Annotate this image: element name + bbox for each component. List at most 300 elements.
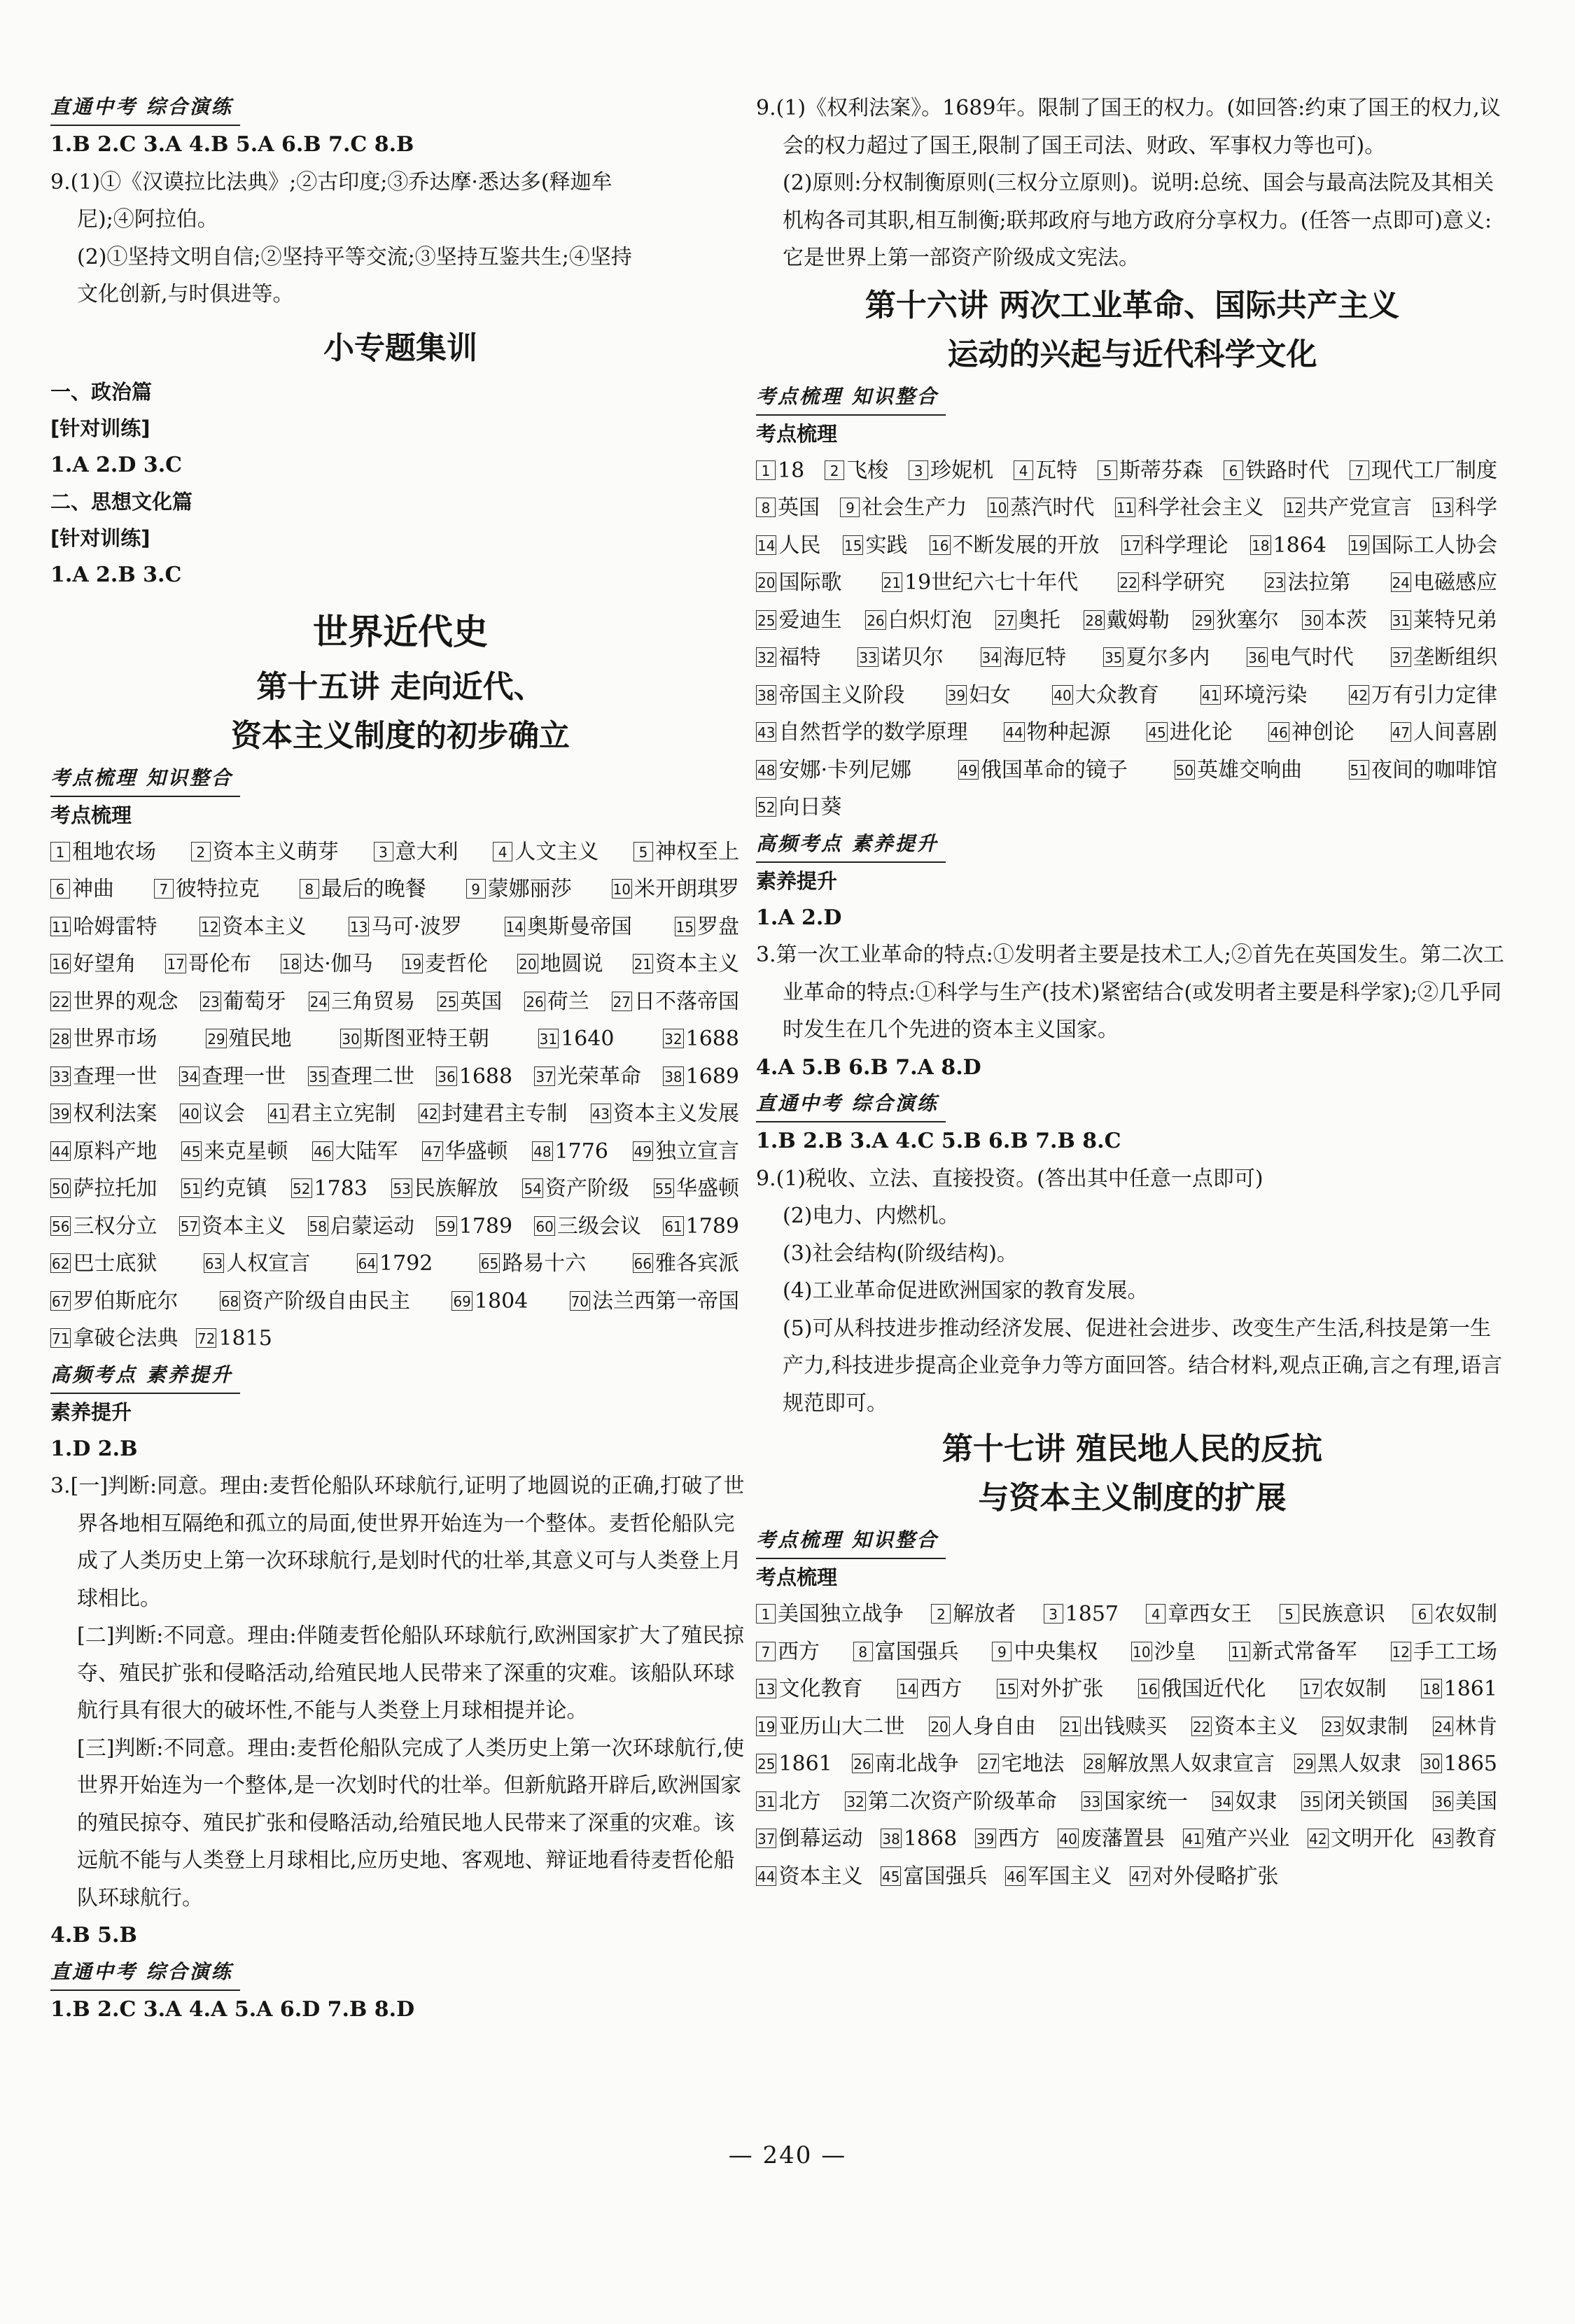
numbered-answer-item	[538, 1020, 615, 1058]
numbered-answer-item	[756, 1745, 832, 1783]
item-number-box: 11	[1115, 498, 1135, 517]
item-number-box: 69	[451, 1291, 472, 1311]
item-number-box: 9	[992, 1642, 1011, 1661]
numbered-answer-grid	[756, 452, 1508, 826]
item-number-box: 52	[756, 797, 776, 817]
item-number-box: 9	[466, 879, 486, 899]
item-answer-text: 启蒙运动	[330, 1213, 414, 1239]
numbered-answer-item	[154, 871, 260, 908]
lecture-title-line: 与资本主义制度的扩展	[978, 1480, 1287, 1516]
numbered-answer-item	[756, 564, 841, 602]
numbered-answer-item	[1146, 1596, 1252, 1633]
numbered-answer-item	[1268, 714, 1354, 752]
item-number-box: 37	[1391, 647, 1411, 667]
item-answer-text: 国家统一	[1104, 1789, 1189, 1814]
numbered-answer-item	[858, 639, 943, 677]
item-number-box: 15	[997, 1679, 1017, 1698]
item-answer-text: 雅各宾派	[655, 1251, 739, 1276]
item-answer-text: 亚历山大二世	[778, 1714, 905, 1739]
item-number-box: 28	[1084, 1754, 1105, 1773]
item-answer-text: 农奴制	[1434, 1602, 1497, 1626]
item-number-box: 40	[1058, 1829, 1078, 1848]
answer-paragraph: 9.(1)《权利法案》。1689年。限制了国王的权力。(如回答:约束了国王的权力,议会的权力超过了国王,限制了国王司法、财政、军事权力等也可)。	[756, 96, 1501, 158]
item-number-box: 30	[1421, 1754, 1441, 1773]
numbered-answer-item	[633, 945, 739, 983]
numbered-answer-item	[466, 871, 572, 908]
item-answer-text: 大众教育	[1074, 682, 1159, 707]
item-number-box: 49	[958, 760, 979, 780]
numbered-answer-item	[419, 1095, 567, 1133]
item-number-box: 48	[532, 1141, 552, 1161]
item-number-box: 35	[308, 1066, 328, 1086]
item-number-box: 18	[1421, 1679, 1441, 1698]
numbered-answer-item	[1191, 1708, 1298, 1746]
item-number-box: 50	[1175, 760, 1195, 780]
numbered-answer-item	[300, 871, 426, 908]
item-number-box: 42	[419, 1104, 439, 1123]
item-answer-text: 奴隶制	[1345, 1714, 1408, 1739]
item-number-box: 52	[291, 1178, 312, 1198]
item-answer-text: 资产阶级自由民主	[242, 1288, 411, 1314]
item-number-box: 39	[975, 1829, 995, 1848]
item-answer-text: 拿破仑法典	[73, 1326, 178, 1351]
numbered-answer-item	[570, 1283, 739, 1321]
item-number-box: 53	[391, 1178, 412, 1198]
numbered-answer-item	[391, 1170, 498, 1208]
item-answer-text: 资本主义萌芽	[212, 839, 339, 864]
numbered-answer-item	[1175, 752, 1302, 789]
answer-line: 1.A 2.B 3.C	[50, 563, 182, 587]
item-answer-text: 对外扩张	[1019, 1677, 1104, 1701]
numbered-answer-item	[1005, 1858, 1112, 1896]
numbered-answer-item	[436, 1058, 512, 1096]
item-number-box: 33	[1082, 1791, 1102, 1811]
item-number-box: 23	[200, 992, 220, 1011]
numbered-answer-item	[50, 1058, 157, 1096]
item-number-box: 44	[756, 1866, 776, 1886]
item-answer-text: 林肯	[1455, 1714, 1498, 1739]
item-number-box: 72	[196, 1328, 216, 1348]
item-answer-text: 萨拉托加	[73, 1176, 158, 1201]
numbered-answer-item	[517, 945, 603, 983]
numbered-answer-item	[1130, 1858, 1278, 1896]
item-number-box: 19	[402, 954, 423, 973]
item-number-box: 55	[654, 1178, 674, 1198]
item-number-box: 54	[522, 1178, 542, 1198]
item-number-box: 21	[882, 572, 902, 592]
numbered-answer-item	[1004, 714, 1110, 752]
item-answer-text: 美国	[1455, 1789, 1498, 1814]
numbered-answer-item	[882, 564, 1079, 602]
item-answer-text: 倒幕运动	[778, 1826, 863, 1851]
numbered-answer-item	[220, 1283, 410, 1321]
numbered-answer-item	[1391, 714, 1497, 752]
numbered-answer-item	[853, 1633, 959, 1671]
item-number-box: 19	[756, 1717, 776, 1736]
item-answer-text: 蒙娜丽莎	[487, 877, 572, 901]
numbered-answer-item	[1229, 1633, 1357, 1671]
numbered-answer-item	[1322, 1708, 1408, 1746]
item-answer-text: 英雄交响曲	[1197, 757, 1302, 782]
numbered-answer-item	[479, 1245, 586, 1283]
section-label-gaopin: 高频考点 素养提升	[50, 1358, 240, 1394]
item-answer-text: 向日葵	[778, 795, 842, 819]
section-label-zhitong: 直通中考 综合演练	[50, 1955, 240, 1991]
item-answer-text: 北方	[778, 1789, 821, 1814]
item-answer-text: 世界市场	[73, 1027, 158, 1051]
answer-paragraph: [二]判断:不同意。理由:伴随麦哲伦船队环球航行,欧洲国家扩大了殖民掠夺、殖民扩张和侵略活动,给殖民地人民带来了深重的灾难。该船队环球航行具有很大的破坏性,不能与人类登上月球相提并论。	[77, 1624, 745, 1723]
item-answer-text: 神创论	[1291, 720, 1354, 745]
answer-line: 1.D 2.B	[50, 1436, 138, 1461]
item-number-box: 46	[1268, 722, 1289, 742]
item-number-box: 11	[1229, 1642, 1250, 1661]
numbered-answer-item	[200, 908, 306, 946]
item-number-box: 33	[858, 647, 878, 667]
answer-paragraph: 3.第一次工业革命的特点:①发明者主要是技术工人;②首先在英国发生。第二次工业革命的特点:①科学与生产(技术)紧密结合(或发明者主要是科学家);②几乎同时发生在几个先进的资本主义国家。	[756, 943, 1504, 1042]
numbered-answer-item	[181, 1170, 267, 1208]
numbered-answer-item	[633, 1245, 739, 1283]
item-number-box: 64	[357, 1253, 377, 1273]
item-number-box: 38	[663, 1066, 683, 1086]
numbered-answer-item	[204, 1245, 310, 1283]
numbered-answer-item	[1098, 452, 1203, 490]
item-answer-text: 1857	[1065, 1602, 1119, 1626]
section-label-kaodian: 考点梳理 知识整合	[756, 379, 946, 416]
item-number-box: 32	[663, 1029, 683, 1048]
section-label-gaopin: 高频考点 素养提升	[756, 826, 946, 863]
item-number-box: 48	[756, 760, 776, 780]
item-number-box: 43	[1433, 1829, 1453, 1848]
item-answer-text: 法拉第	[1287, 570, 1351, 595]
item-answer-text: 达·伽马	[303, 952, 373, 976]
numbered-answer-item	[992, 1633, 1098, 1671]
numbered-answer-item	[663, 1208, 739, 1246]
numbered-answer-item	[206, 1020, 291, 1058]
item-answer-text: 1789	[685, 1213, 739, 1239]
item-answer-text: 现代工厂制度	[1371, 458, 1497, 483]
item-number-box: 14	[897, 1679, 918, 1698]
lecture-title-line: 第十七讲 殖民地人民的反抗	[941, 1431, 1323, 1467]
numbered-answer-item	[1212, 1783, 1277, 1821]
item-answer-text: 白炽灯泡	[888, 607, 972, 633]
item-answer-text: 西方	[778, 1639, 820, 1664]
item-answer-text: 米开朗琪罗	[634, 877, 740, 901]
item-answer-text: 人权宣言	[226, 1251, 311, 1276]
item-answer-text: 西方	[997, 1826, 1040, 1851]
numbered-answer-item	[988, 489, 1094, 527]
item-answer-text: 资本主义	[222, 914, 307, 939]
numbered-answer-item	[931, 1596, 1016, 1633]
numbered-answer-item	[340, 1020, 489, 1058]
item-number-box: 42	[1349, 685, 1369, 705]
numbered-answer-item	[1118, 564, 1224, 602]
item-answer-text: 奴隶	[1235, 1789, 1278, 1814]
subsection-title: 考点梳理	[756, 1565, 838, 1589]
numbered-answer-item	[50, 1095, 157, 1133]
item-answer-text: 民族意识	[1301, 1602, 1385, 1626]
item-number-box: 16	[50, 954, 71, 973]
numbered-answer-item	[881, 1858, 987, 1896]
numbered-answer-item	[997, 1670, 1103, 1708]
numbered-answer-item	[200, 983, 286, 1021]
numbered-answer-item	[756, 602, 841, 640]
item-number-box: 8	[300, 879, 319, 899]
era-title: 世界近代史	[313, 611, 488, 652]
section-label-kaodian: 考点梳理 知识整合	[756, 1523, 946, 1559]
item-number-box: 9	[840, 498, 860, 517]
item-number-box: 49	[633, 1141, 653, 1161]
item-number-box: 42	[1308, 1829, 1328, 1848]
item-answer-text: 万有引力定律	[1371, 682, 1498, 707]
item-number-box: 30	[1302, 610, 1322, 630]
item-answer-text: 1865	[1443, 1752, 1497, 1776]
numbered-answer-item	[1052, 677, 1158, 714]
item-answer-text: 人身自由	[951, 1714, 1036, 1739]
numbered-answer-item	[756, 1633, 820, 1671]
numbered-answer-item	[1413, 1596, 1497, 1633]
item-answer-text: 农奴制	[1323, 1677, 1387, 1701]
item-answer-text: 富国强兵	[874, 1639, 959, 1664]
item-number-box: 31	[538, 1029, 559, 1048]
item-answer-text: 18	[778, 458, 805, 483]
item-number-box: 4	[493, 842, 512, 861]
answer-line: 1.A 2.D	[756, 905, 842, 930]
item-number-box: 28	[1084, 610, 1104, 630]
item-answer-text: 军国主义	[1028, 1864, 1112, 1889]
item-answer-text: 本茨	[1324, 607, 1367, 633]
numbered-answer-item	[1349, 677, 1497, 714]
numbered-answer-item	[534, 1058, 640, 1096]
item-answer-text: 福特	[778, 645, 821, 670]
item-answer-text: 美国独立战争	[778, 1602, 904, 1626]
numbered-answer-item	[524, 983, 589, 1021]
numbered-answer-item	[1183, 1820, 1289, 1858]
item-number-box: 6	[1224, 460, 1243, 480]
item-answer-text: 安娜·卡列尼娜	[778, 757, 911, 782]
numbered-answer-item	[493, 833, 598, 871]
numbered-answer-item	[349, 908, 462, 946]
item-number-box: 12	[200, 917, 220, 936]
numbered-answer-item	[958, 752, 1128, 789]
item-answer-text: 约克镇	[204, 1176, 267, 1201]
item-number-box: 10	[988, 498, 1008, 517]
numbered-answer-item	[634, 833, 739, 871]
item-answer-text: 英国	[460, 989, 503, 1014]
item-number-box: 1	[756, 1604, 776, 1624]
numbered-answer-item	[196, 1320, 272, 1358]
numbered-answer-item	[946, 677, 1011, 714]
item-number-box: 6	[1413, 1604, 1432, 1624]
item-number-box: 31	[1391, 610, 1411, 630]
item-number-box: 3	[374, 842, 393, 861]
numbered-answer-item	[981, 639, 1066, 677]
numbered-answer-item	[843, 527, 907, 565]
item-number-box: 29	[1294, 1754, 1315, 1773]
item-answer-text: 查理二世	[330, 1064, 414, 1089]
item-number-box: 25	[756, 610, 776, 630]
subsection-title: 考点梳理	[50, 803, 132, 827]
numbered-answer-item	[756, 1596, 904, 1633]
item-answer-text: 宅地法	[1001, 1752, 1065, 1776]
item-answer-text: 国际歌	[778, 570, 842, 595]
item-number-box: 5	[1098, 460, 1117, 480]
numbered-answer-item	[50, 983, 178, 1021]
item-answer-text: 国际工人协会	[1371, 533, 1497, 558]
item-answer-text: 原料产地	[73, 1139, 158, 1164]
training-label: [针对训练]	[50, 416, 150, 440]
item-number-box: 24	[1433, 1717, 1453, 1736]
numbered-answer-item	[975, 1820, 1040, 1858]
item-answer-text: 南北战争	[874, 1752, 959, 1776]
item-answer-text: 莱特兄弟	[1413, 607, 1498, 633]
numbered-answer-item	[191, 833, 339, 871]
numbered-answer-item	[1200, 677, 1307, 714]
numbered-answer-item	[756, 1670, 862, 1708]
numbered-answer-item	[179, 1058, 286, 1096]
item-answer-text: 解放者	[953, 1602, 1016, 1626]
item-number-box: 27	[979, 1754, 999, 1773]
numbered-answer-item	[1265, 564, 1350, 602]
item-number-box: 33	[50, 1066, 71, 1086]
item-answer-text: 世界的观念	[73, 989, 178, 1014]
numbered-answer-item	[1082, 1783, 1188, 1821]
numbered-answer-item	[756, 1858, 862, 1896]
item-number-box: 41	[1200, 685, 1221, 705]
numbered-answer-item	[663, 1058, 739, 1096]
item-answer-text: 蒸汽时代	[1010, 495, 1095, 520]
item-number-box: 4	[1014, 460, 1033, 480]
numbered-answer-item	[825, 452, 888, 490]
item-answer-text: 俄国近代化	[1161, 1677, 1266, 1701]
numbered-answer-item	[50, 1020, 157, 1058]
numbered-answer-item	[1280, 1596, 1385, 1633]
subsection-title: 素养提升	[756, 868, 838, 893]
numbered-answer-item	[357, 1245, 433, 1283]
item-answer-text: 三角贸易	[331, 989, 416, 1014]
item-answer-text: 议会	[202, 1101, 245, 1126]
numbered-answer-item	[1391, 602, 1497, 640]
item-answer-text: 电气时代	[1269, 645, 1354, 670]
item-number-box: 68	[220, 1291, 240, 1311]
item-number-box: 16	[1138, 1679, 1158, 1698]
item-answer-text: 1783	[314, 1176, 368, 1201]
answer-line: 尼);④阿拉伯。	[77, 207, 218, 232]
numbered-answer-item	[50, 1133, 157, 1171]
item-number-box: 40	[180, 1104, 200, 1123]
item-answer-text: 1815	[218, 1326, 272, 1351]
item-answer-text: 麦哲伦	[425, 952, 489, 976]
answer-line: (3)社会结构(阶级结构)。	[783, 1241, 1018, 1266]
numbered-answer-item	[1391, 564, 1497, 602]
numbered-answer-item	[756, 752, 911, 789]
numbered-answer-item	[180, 1095, 244, 1133]
item-answer-text: 戴姆勒	[1106, 607, 1170, 633]
item-answer-text: 人民	[778, 533, 821, 558]
numbered-answer-item	[840, 489, 967, 527]
item-number-box: 36	[1247, 647, 1267, 667]
item-number-box: 65	[479, 1253, 500, 1273]
item-answer-text: 罗盘	[697, 914, 739, 939]
numbered-answer-item	[612, 983, 739, 1021]
numbered-answer-item	[50, 1283, 178, 1321]
item-number-box: 63	[204, 1253, 224, 1273]
item-answer-text: 罗伯斯庇尔	[73, 1288, 178, 1314]
numbered-answer-item	[756, 677, 904, 714]
item-answer-text: 彼特拉克	[175, 877, 260, 901]
item-answer-text: 科学社会主义	[1138, 495, 1264, 520]
item-answer-text: 资本主义发展	[613, 1101, 740, 1126]
numbered-answer-item	[756, 714, 967, 752]
item-answer-text: 瓦特	[1035, 458, 1078, 483]
item-answer-text: 实践	[865, 533, 908, 558]
item-answer-text: 沙皇	[1154, 1639, 1196, 1664]
item-number-box: 36	[1433, 1791, 1453, 1811]
numbered-answer-item	[1433, 1820, 1497, 1858]
numbered-answer-item	[1247, 639, 1353, 677]
item-number-box: 26	[852, 1754, 872, 1773]
item-answer-text: 教育	[1455, 1826, 1497, 1851]
item-number-box: 23	[1322, 1717, 1343, 1736]
item-answer-text: 闭关锁国	[1324, 1789, 1408, 1814]
item-number-box: 2	[191, 842, 211, 861]
item-answer-text: 19世纪六七十年代	[904, 570, 1079, 595]
numbered-answer-item	[50, 908, 157, 946]
item-answer-text: 环境污染	[1223, 682, 1308, 707]
item-answer-text: 民族解放	[414, 1176, 498, 1201]
item-number-box: 2	[931, 1604, 951, 1624]
item-answer-text: 奥斯曼帝国	[527, 914, 632, 939]
item-number-box: 66	[633, 1253, 653, 1273]
item-number-box: 44	[50, 1141, 71, 1161]
item-number-box: 35	[1301, 1791, 1322, 1811]
numbered-answer-item	[995, 602, 1060, 640]
numbered-answer-item	[1224, 452, 1329, 490]
item-answer-text: 权利法案	[73, 1101, 158, 1126]
item-answer-text: 1864	[1273, 533, 1326, 558]
item-answer-text: 资产阶级	[545, 1176, 629, 1201]
numbered-answer-item	[532, 1133, 608, 1171]
numbered-answer-item	[1103, 639, 1210, 677]
item-number-box: 46	[312, 1141, 332, 1161]
numbered-answer-item	[654, 1170, 739, 1208]
item-answer-text: 电磁感应	[1413, 570, 1498, 595]
numbered-answer-item	[756, 527, 820, 565]
numbered-answer-item	[929, 1708, 1035, 1746]
numbered-answer-item	[1115, 489, 1264, 527]
item-number-box: 28	[50, 1029, 71, 1048]
item-answer-text: 妇女	[969, 682, 1011, 707]
item-answer-text: 出钱赎买	[1083, 1714, 1168, 1739]
section-label-zhitong: 直通中考 综合演练	[756, 1086, 946, 1122]
item-answer-text: 资本主义	[1214, 1714, 1298, 1739]
item-answer-text: 殖民地	[228, 1027, 292, 1051]
item-number-box: 25	[756, 1754, 776, 1773]
item-number-box: 14	[505, 917, 525, 936]
numbered-answer-item	[50, 833, 156, 871]
numbered-answer-item	[308, 1208, 414, 1246]
item-answer-text: 路易十六	[502, 1251, 587, 1276]
item-number-box: 19	[1349, 535, 1369, 555]
item-number-box: 58	[308, 1216, 328, 1236]
item-number-box: 43	[756, 722, 776, 742]
numbered-answer-item	[1044, 1596, 1119, 1633]
item-answer-text: 三级会议	[556, 1213, 641, 1239]
item-number-box: 22	[1118, 572, 1138, 592]
item-number-box: 47	[422, 1141, 442, 1161]
item-number-box: 43	[591, 1104, 611, 1123]
item-number-box: 35	[1103, 647, 1124, 667]
answer-line: 9.(1)税收、立法、直接投资。(答出其中任意一点即可)	[756, 1166, 1264, 1191]
